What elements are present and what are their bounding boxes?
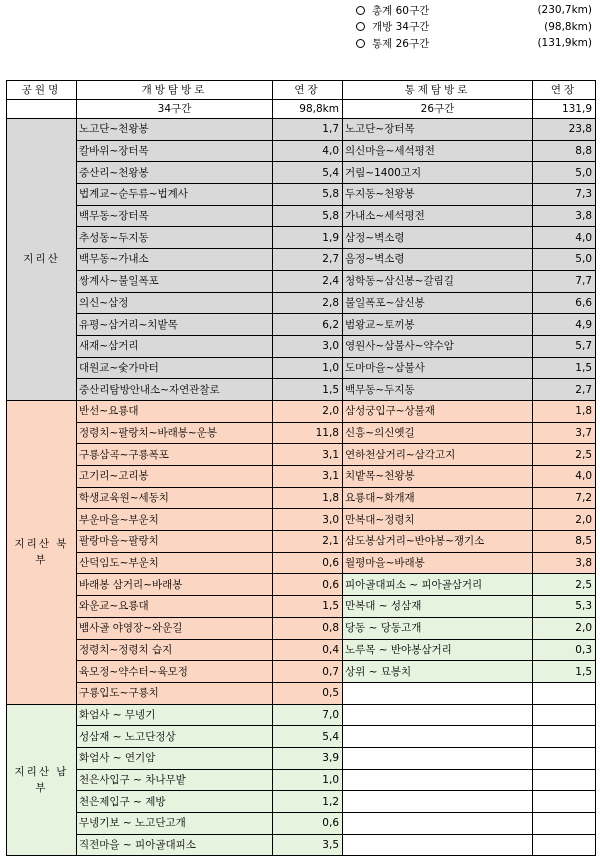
open-trail-name: 노고단~천왕봉 — [77, 119, 273, 141]
open-trail-name: 무넹기보 ~ 노고단고개 — [77, 813, 273, 835]
summary-total — [356, 2, 592, 19]
table-row — [7, 314, 596, 336]
open-trail-length: 1,2 — [273, 791, 343, 813]
open-trail-name: 직전마을 ~ 피아골대피소 — [77, 834, 273, 856]
closed-trail-name — [343, 791, 533, 813]
open-trail-name: 산덕임도~부운치 — [77, 552, 273, 574]
table-row — [7, 682, 596, 704]
closed-trail-length: 4,9 — [533, 314, 596, 336]
totals-park — [7, 100, 77, 119]
closed-trail-name: 두지동~천왕봉 — [343, 184, 533, 206]
open-trail-name: 천은사입구 ~ 차나무밭 — [77, 769, 273, 791]
circle-bullet-icon — [356, 6, 365, 15]
open-trail-name: 고기리~고리봉 — [77, 466, 273, 488]
open-trail-length: 1,9 — [273, 227, 343, 249]
open-trail-name: 새재~삼거리 — [77, 335, 273, 357]
open-trail-length: 3,5 — [273, 834, 343, 856]
table-row — [7, 119, 596, 141]
closed-trail-length: 7,7 — [533, 270, 596, 292]
open-trail-length: 0,5 — [273, 682, 343, 704]
open-trail-name: 칼바위~장터목 — [77, 140, 273, 162]
totals-open-length: 98,8km — [273, 100, 343, 119]
summary-value: (131,9km) — [537, 37, 592, 50]
open-trail-length: 0,7 — [273, 661, 343, 683]
closed-trail-name: 청학동~삼신봉~갈림길 — [343, 270, 533, 292]
open-trail-length: 2,0 — [273, 400, 343, 422]
closed-trail-name — [343, 769, 533, 791]
open-trail-length: 1,8 — [273, 487, 343, 509]
open-trail-length: 0,4 — [273, 639, 343, 661]
closed-trail-name: 노고단~장터목 — [343, 119, 533, 141]
closed-trail-name: 월평마을~바래봉 — [343, 552, 533, 574]
open-trail-length: 5,4 — [273, 162, 343, 184]
open-trail-name: 정령치~정령치 습지 — [77, 639, 273, 661]
table-row — [7, 769, 596, 791]
closed-trail-length: 23,8 — [533, 119, 596, 141]
closed-trail-length: 2,5 — [533, 444, 596, 466]
closed-trail-length: 2,0 — [533, 617, 596, 639]
closed-trail-name: 의신마을~세석평전 — [343, 140, 533, 162]
table-row — [7, 509, 596, 531]
closed-trail-name: 노루목 ~ 반야봉삼거리 — [343, 639, 533, 661]
table-row — [7, 661, 596, 683]
totals-row — [7, 100, 596, 119]
open-trail-length: 3,1 — [273, 466, 343, 488]
closed-trail-length: 4,0 — [533, 466, 596, 488]
table-row — [7, 292, 596, 314]
closed-trail-name — [343, 747, 533, 769]
park-name: 지리산 남부 — [7, 704, 77, 856]
summary-closed — [356, 35, 592, 52]
closed-trail-name: 당동 ~ 당동고개 — [343, 617, 533, 639]
totals-closed: 26구간 — [343, 100, 533, 119]
closed-trail-length: 1,5 — [533, 357, 596, 379]
header-open-length: 연장 — [273, 81, 343, 100]
closed-trail-length — [533, 704, 596, 726]
header-closed: 통제탐방로 — [343, 81, 533, 100]
open-trail-name: 성삼재 ~ 노고단정상 — [77, 726, 273, 748]
table-row — [7, 249, 596, 271]
open-trail-name: 뱀사골 야영장~와운길 — [77, 617, 273, 639]
closed-trail-length: 3,8 — [533, 205, 596, 227]
summary-open — [356, 19, 592, 36]
closed-trail-name: 영원사~삼불사~약수암 — [343, 335, 533, 357]
closed-trail-length: 7,2 — [533, 487, 596, 509]
open-trail-name: 정령치~팔랑치~바래봉~운봉 — [77, 422, 273, 444]
closed-trail-length: 8,5 — [533, 531, 596, 553]
open-trail-name: 바래봉 삼거리~바래봉 — [77, 574, 273, 596]
closed-trail-name: 백무동~두지동 — [343, 379, 533, 401]
closed-trail-name: 만복대 ~ 성삼재 — [343, 596, 533, 618]
closed-trail-length: 5,0 — [533, 249, 596, 271]
open-trail-name: 대원교~숯가마터 — [77, 357, 273, 379]
summary-value: (98,8km) — [544, 20, 592, 33]
table-row — [7, 205, 596, 227]
closed-trail-name: 신흥~의신옛길 — [343, 422, 533, 444]
table-row — [7, 379, 596, 401]
closed-trail-name — [343, 834, 533, 856]
open-trail-name: 의신~삼정 — [77, 292, 273, 314]
closed-trail-name: 가내소~세석평전 — [343, 205, 533, 227]
closed-trail-name: 불일폭포~삼신봉 — [343, 292, 533, 314]
closed-trail-name: 삼정~벽소령 — [343, 227, 533, 249]
closed-trail-length: 5,0 — [533, 162, 596, 184]
header-park: 공원명 — [7, 81, 77, 100]
table-row — [7, 791, 596, 813]
closed-trail-name: 도마마을~삼불사 — [343, 357, 533, 379]
open-trail-name: 천은제입구 ~ 제방 — [77, 791, 273, 813]
closed-trail-length: 7,3 — [533, 184, 596, 206]
closed-trail-length — [533, 834, 596, 856]
open-trail-length: 3,0 — [273, 509, 343, 531]
closed-trail-length: 8,8 — [533, 140, 596, 162]
open-trail-length: 3,0 — [273, 335, 343, 357]
table-row — [7, 574, 596, 596]
open-trail-length: 6,2 — [273, 314, 343, 336]
table-row — [7, 400, 596, 422]
table-row — [7, 184, 596, 206]
header-open: 개방탐방로 — [77, 81, 273, 100]
table-row — [7, 140, 596, 162]
circle-bullet-icon — [356, 39, 365, 48]
closed-trail-name — [343, 704, 533, 726]
table-row — [7, 552, 596, 574]
trail-table — [6, 80, 596, 856]
open-trail-name: 중산리~천왕봉 — [77, 162, 273, 184]
open-trail-length: 0,6 — [273, 813, 343, 835]
open-trail-length: 5,4 — [273, 726, 343, 748]
open-trail-length: 4,0 — [273, 140, 343, 162]
summary-label: 개방 34구간 — [372, 21, 430, 34]
closed-trail-length — [533, 726, 596, 748]
open-trail-length: 2,4 — [273, 270, 343, 292]
closed-trail-length: 3,8 — [533, 552, 596, 574]
table-row — [7, 466, 596, 488]
closed-trail-name: 범왕교~토끼봉 — [343, 314, 533, 336]
table-row — [7, 813, 596, 835]
closed-trail-length: 2,5 — [533, 574, 596, 596]
open-trail-length: 2,1 — [273, 531, 343, 553]
open-trail-length: 1,0 — [273, 769, 343, 791]
closed-trail-length: 1,5 — [533, 661, 596, 683]
open-trail-length: 1,7 — [273, 119, 343, 141]
open-trail-name: 유평~삼거리~치밭목 — [77, 314, 273, 336]
open-trail-length: 0,6 — [273, 552, 343, 574]
header-closed-length: 연장 — [533, 81, 596, 100]
open-trail-length: 11,8 — [273, 422, 343, 444]
table-row — [7, 639, 596, 661]
park-name: 지리산 북부 — [7, 400, 77, 704]
closed-trail-name: 만복대~정령치 — [343, 509, 533, 531]
closed-trail-name — [343, 726, 533, 748]
table-row — [7, 834, 596, 856]
closed-trail-length — [533, 769, 596, 791]
park-name: 지리산 — [7, 119, 77, 401]
open-trail-name: 추성동~두지동 — [77, 227, 273, 249]
summary-label: 통제 26구간 — [372, 37, 430, 50]
open-trail-name: 부운마을~부운치 — [77, 509, 273, 531]
closed-trail-name: 삼성궁입구~상불재 — [343, 400, 533, 422]
open-trail-length: 5,8 — [273, 184, 343, 206]
open-trail-length: 0,6 — [273, 574, 343, 596]
table-row — [7, 487, 596, 509]
table-row — [7, 227, 596, 249]
open-trail-name: 와운교~요룡대 — [77, 596, 273, 618]
open-trail-length: 7,0 — [273, 704, 343, 726]
summary-box — [356, 2, 592, 52]
open-trail-length: 2,7 — [273, 249, 343, 271]
table-row — [7, 444, 596, 466]
closed-trail-length — [533, 747, 596, 769]
open-trail-length: 3,1 — [273, 444, 343, 466]
closed-trail-name: 치밭목~천왕봉 — [343, 466, 533, 488]
closed-trail-name: 연하천삼거리~삼각고지 — [343, 444, 533, 466]
closed-trail-name: 거림~1400고지 — [343, 162, 533, 184]
open-trail-name: 팔랑마을~팔랑치 — [77, 531, 273, 553]
table-row — [7, 422, 596, 444]
closed-trail-length: 0,3 — [533, 639, 596, 661]
closed-trail-length: 6,6 — [533, 292, 596, 314]
open-trail-name: 화엄사 ~ 무넹기 — [77, 704, 273, 726]
open-trail-name: 구룡삼곡~구룡폭포 — [77, 444, 273, 466]
open-trail-name: 중산리탐방안내소~자연관찰로 — [77, 379, 273, 401]
table-row — [7, 617, 596, 639]
open-trail-length: 1,5 — [273, 596, 343, 618]
closed-trail-name: 상위 ~ 묘봉치 — [343, 661, 533, 683]
open-trail-name: 백무동~가내소 — [77, 249, 273, 271]
closed-trail-name: 음정~벽소령 — [343, 249, 533, 271]
totals-open: 34구간 — [77, 100, 273, 119]
closed-trail-length — [533, 682, 596, 704]
closed-trail-length: 5,3 — [533, 596, 596, 618]
closed-trail-length: 2,0 — [533, 509, 596, 531]
closed-trail-name — [343, 813, 533, 835]
closed-trail-length — [533, 813, 596, 835]
closed-trail-name: 요룡대~화개재 — [343, 487, 533, 509]
open-trail-name: 백무동~장터목 — [77, 205, 273, 227]
closed-trail-length: 5,7 — [533, 335, 596, 357]
open-trail-name: 반선~요룡대 — [77, 400, 273, 422]
closed-trail-name — [343, 682, 533, 704]
open-trail-name: 구룡입도~구룡치 — [77, 682, 273, 704]
open-trail-name: 법계교~순두류~법계사 — [77, 184, 273, 206]
circle-bullet-icon — [356, 22, 365, 31]
table-row — [7, 596, 596, 618]
open-trail-name: 쌍계사~불일폭포 — [77, 270, 273, 292]
table-row — [7, 270, 596, 292]
open-trail-length: 2,8 — [273, 292, 343, 314]
open-trail-length: 1,0 — [273, 357, 343, 379]
closed-trail-length: 3,7 — [533, 422, 596, 444]
table-row — [7, 357, 596, 379]
closed-trail-length: 1,8 — [533, 400, 596, 422]
open-trail-length: 5,8 — [273, 205, 343, 227]
totals-closed-length: 131,9 — [533, 100, 596, 119]
table-row — [7, 726, 596, 748]
open-trail-name: 육모정~약수터~육모정 — [77, 661, 273, 683]
table-row — [7, 747, 596, 769]
summary-value: (230,7km) — [537, 4, 592, 17]
closed-trail-name: 삼도봉삼거리~반야봉~쟁기소 — [343, 531, 533, 553]
closed-trail-length: 2,7 — [533, 379, 596, 401]
closed-trail-length: 4,0 — [533, 227, 596, 249]
table-row — [7, 704, 596, 726]
table-row — [7, 162, 596, 184]
open-trail-name: 학생교육원~세동치 — [77, 487, 273, 509]
open-trail-length: 3,9 — [273, 747, 343, 769]
open-trail-name: 화엄사 ~ 연기암 — [77, 747, 273, 769]
summary-label: 총계 60구간 — [372, 4, 430, 17]
closed-trail-length — [533, 791, 596, 813]
table-row — [7, 335, 596, 357]
open-trail-length: 0,8 — [273, 617, 343, 639]
header-row — [7, 81, 596, 100]
table-row — [7, 531, 596, 553]
open-trail-length: 1,5 — [273, 379, 343, 401]
closed-trail-name: 피아골대피소 ~ 피아골삼거리 — [343, 574, 533, 596]
